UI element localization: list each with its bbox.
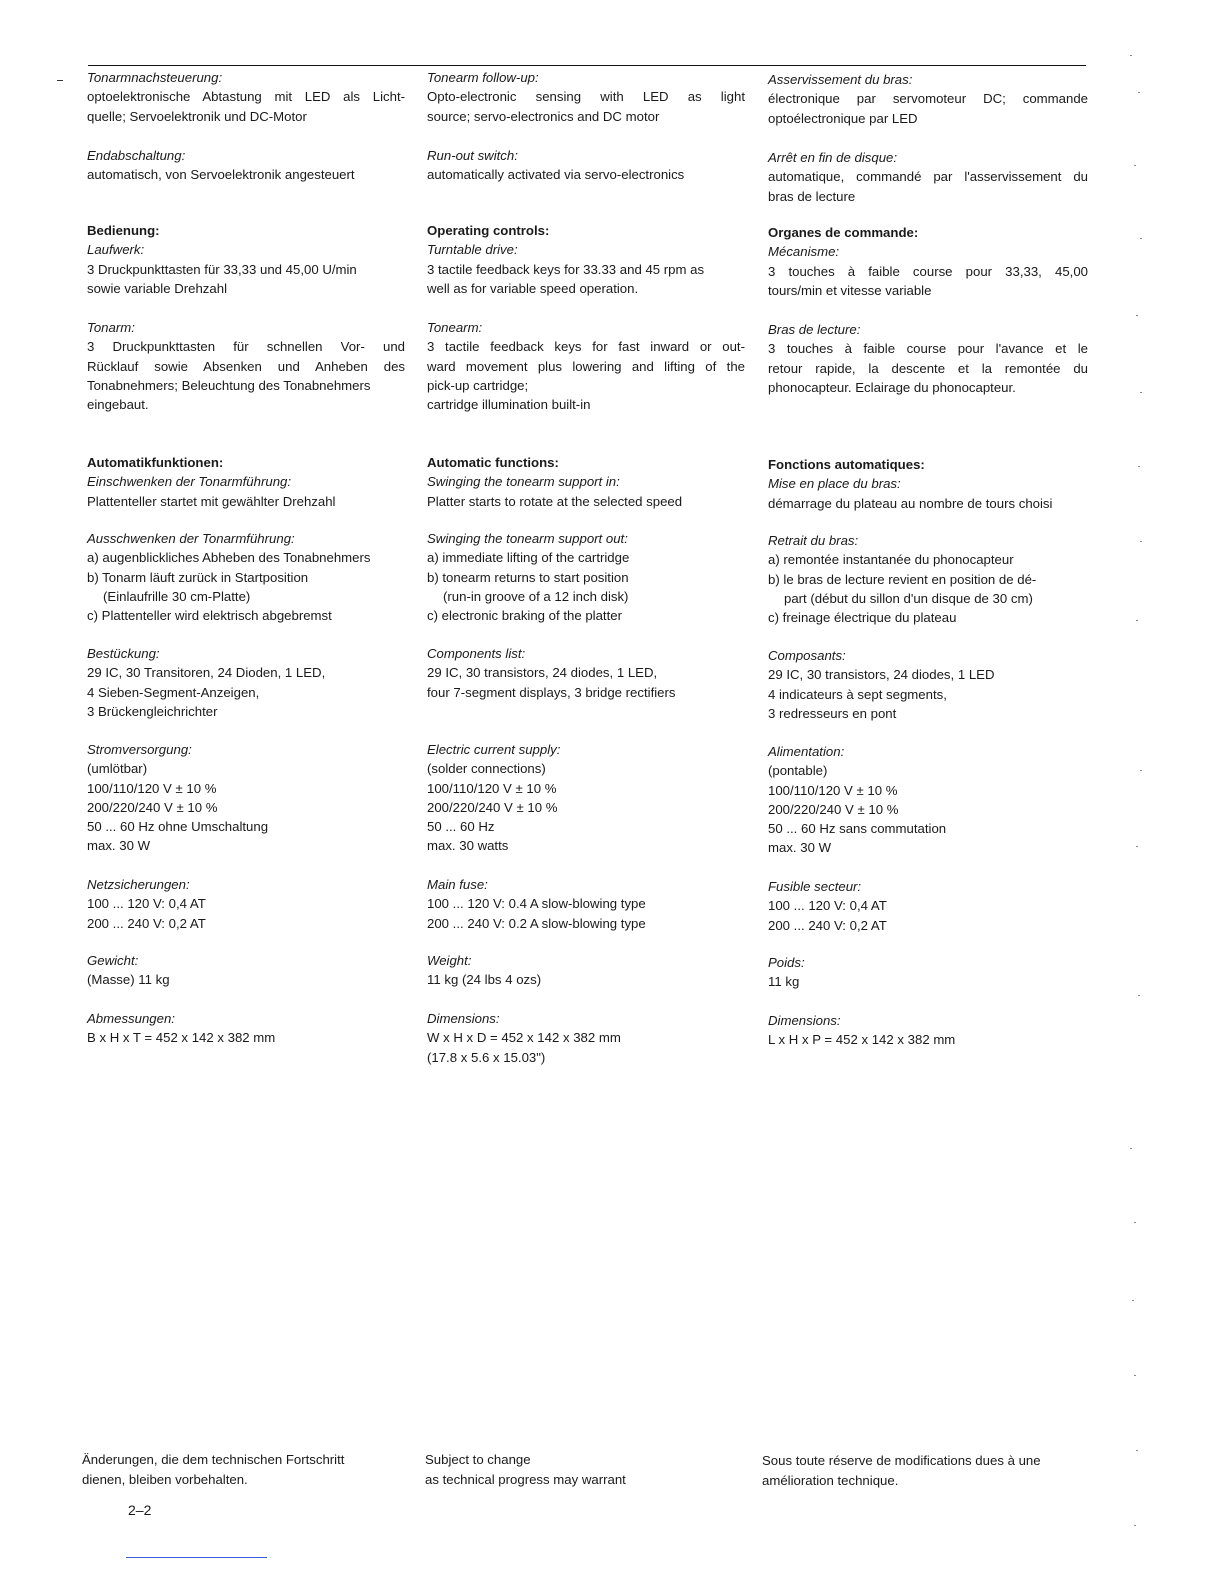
fr-text: bras de lecture: [768, 188, 856, 204]
de-heading: Ausschwenken der Tonarmführung:: [87, 531, 295, 546]
de-text: 100 ... 120 V: 0,4 AT: [87, 896, 206, 912]
en-text: (17.8 x 5.6 x 15.03"): [427, 1049, 546, 1065]
en-text: c) electronic braking of the platter: [427, 608, 622, 624]
en-text: four 7-segment displays, 3 bridge rectifiers: [427, 684, 676, 700]
fr-heading: Poids:: [768, 955, 805, 970]
scan-speck: [1136, 846, 1138, 847]
en-heading: Turntable drive:: [427, 242, 518, 258]
de-text: 100/110/120 V ± 10 %: [87, 780, 217, 796]
de-heading: Gewicht:: [87, 953, 139, 968]
en-text: 3 tactile feedback keys for 33.33 and 45 rpm as: [427, 261, 705, 277]
en-text: 200 ... 240 V: 0.2 A slow-blowing type: [427, 915, 646, 931]
en-heading: Swinging the tonearm support in:: [427, 474, 620, 490]
fr-section-arret: [768, 148, 1088, 206]
fr-text: 50 ... 60 Hz sans commutation: [768, 821, 947, 837]
de-text: 50 ... 60 Hz ohne Umschaltung: [87, 819, 269, 835]
scan-speck: [1134, 1222, 1136, 1223]
en-text: cartridge illumination built-in: [427, 397, 591, 413]
scan-speck: [1138, 995, 1140, 996]
de-text: automatisch, von Servoelektronik angesteuert: [87, 167, 355, 183]
en-text: Opto-electronic sensing with LED as light: [427, 89, 745, 105]
footer-text: amélioration technique.: [762, 1473, 899, 1488]
de-section-automatik: [87, 453, 405, 511]
fr-text: 3 touches à faible course pour l'avance et le: [768, 341, 1088, 357]
fr-text: b) le bras de lecture revient en position de dé-: [768, 571, 1037, 587]
footer-text: as technical progress may warrant: [425, 1472, 626, 1487]
de-section-tonarmnachsteuerung: [87, 68, 405, 126]
en-section-title: Operating controls:: [427, 223, 550, 238]
de-heading: Endabschaltung:: [87, 148, 186, 163]
en-heading: Electric current supply:: [427, 742, 561, 757]
de-text: optoelektronische Abtastung mit LED als Licht-: [87, 89, 405, 105]
en-section-dimensions: [427, 1009, 745, 1067]
en-text: 29 IC, 30 transistors, 24 diodes, 1 LED,: [427, 665, 658, 681]
de-heading: Bestückung:: [87, 646, 160, 661]
de-text: (Masse) 11 kg: [87, 972, 170, 988]
fr-text: 100/110/120 V ± 10 %: [768, 782, 898, 798]
de-text: B x H x T = 452 x 142 x 382 mm: [87, 1030, 276, 1046]
en-heading: Weight:: [427, 953, 472, 968]
de-heading: Tonarm:: [87, 320, 135, 335]
en-section-run-out-switch: [427, 146, 745, 185]
en-text: b) tonearm returns to start position: [427, 569, 629, 585]
scan-speck: [1138, 92, 1140, 93]
en-text: W x H x D = 452 x 142 x 382 mm: [427, 1030, 621, 1046]
footer-english: [425, 1450, 745, 1490]
footer-text: Sous toute réserve de modifications dues à une: [762, 1453, 1041, 1468]
en-text: (solder connections): [427, 761, 546, 777]
de-heading: Tonarmnachsteuerung:: [87, 70, 223, 85]
en-section-title: Automatic functions:: [427, 455, 559, 470]
footer-text: Subject to change: [425, 1452, 531, 1467]
en-text: (run-in groove of a 12 inch disk): [443, 588, 629, 604]
blue-underline: [126, 1557, 267, 1558]
fr-section-asservissement: [768, 70, 1088, 128]
footer-german: [82, 1450, 412, 1490]
en-section-weight: [427, 951, 745, 990]
de-heading: Einschwenken der Tonarmführung:: [87, 474, 292, 490]
en-heading: Run-out switch:: [427, 148, 518, 163]
de-text: Tonabnehmers; Beleuchtung des Tonabnehmers: [87, 377, 371, 393]
de-text: Rücklauf sowie Absenken und Anheben des: [87, 358, 405, 374]
fr-text: 100 ... 120 V: 0,4 AT: [768, 898, 887, 914]
en-text: 200/220/240 V ± 10 %: [427, 799, 558, 815]
fr-text: max. 30 W: [768, 840, 832, 856]
fr-text: retour rapide, la descente et la remontée du: [768, 360, 1088, 376]
fr-section-title: Organes de commande:: [768, 225, 919, 240]
scan-speck: [1136, 1450, 1138, 1451]
de-text: eingebaut.: [87, 397, 149, 413]
en-text: ward movement plus lowering and lifting of the: [427, 358, 745, 374]
scan-speck: [1132, 1300, 1134, 1301]
de-text: Plattenteller startet mit gewählter Drehzahl: [87, 493, 336, 509]
fr-section-retrait: [768, 531, 1088, 627]
fr-section-fusible: [768, 877, 1088, 935]
fr-text: 4 indicateurs à sept segments,: [768, 686, 947, 702]
fr-text: automatique, commandé par l'asservissement du: [768, 169, 1088, 185]
fr-heading: Alimentation:: [768, 744, 845, 759]
scan-speck: [1140, 392, 1142, 393]
fr-section-composants: [768, 646, 1088, 723]
en-text: max. 30 watts: [427, 838, 509, 854]
de-text: 3 Brückengleichrichter: [87, 703, 218, 719]
en-heading: Dimensions:: [427, 1011, 500, 1026]
fr-text: optoélectronique par LED: [768, 110, 918, 126]
fr-text: L x H x P = 452 x 142 x 382 mm: [768, 1032, 956, 1048]
footer-text: Änderungen, die dem technischen Fortschritt: [82, 1452, 345, 1467]
en-section-components-list: [427, 644, 745, 702]
en-heading: Tonearm follow-up:: [427, 70, 539, 85]
en-text: 100/110/120 V ± 10 %: [427, 780, 557, 796]
en-section-operating-controls: [427, 221, 745, 298]
de-heading: Laufwerk:: [87, 242, 145, 258]
de-text: 29 IC, 30 Transitoren, 24 Dioden, 1 LED,: [87, 665, 326, 681]
en-heading: Components list:: [427, 646, 526, 661]
fr-section-title: Fonctions automatiques:: [768, 457, 925, 472]
scan-speck: [1134, 1525, 1136, 1526]
de-section-tonarm: [87, 318, 405, 414]
fr-heading: Bras de lecture:: [768, 322, 861, 337]
fr-text: 11 kg: [768, 974, 800, 990]
en-heading: Tonearm:: [427, 320, 483, 335]
de-section-bedienung: [87, 221, 405, 298]
de-text: sowie variable Drehzahl: [87, 280, 228, 296]
fr-section-fonctions: [768, 455, 1088, 513]
en-text: well as for variable speed operation.: [427, 280, 639, 296]
fr-heading: Mécanisme:: [768, 244, 840, 260]
fr-text: 29 IC, 30 transistors, 24 diodes, 1 LED: [768, 667, 995, 683]
scan-speck: [1136, 315, 1138, 316]
de-text: 3 Druckpunkttasten für 33,33 und 45,00 U/min: [87, 261, 357, 277]
de-text: (umlötbar): [87, 761, 148, 777]
en-text: 50 ... 60 Hz: [427, 819, 495, 835]
fr-heading: Asservissement du bras:: [768, 72, 913, 87]
fr-text: démarrage du plateau au nombre de tours choisi: [768, 495, 1053, 511]
en-section-tonearm-follow-up: [427, 68, 745, 126]
footer-french: [762, 1451, 1092, 1491]
en-text: 11 kg (24 lbs 4 ozs): [427, 972, 542, 988]
en-section-tonearm: [427, 318, 745, 414]
footer-text: dienen, bleiben vorbehalten.: [82, 1472, 248, 1487]
en-heading: Main fuse:: [427, 877, 488, 892]
en-text: pick-up cartridge;: [427, 377, 529, 393]
en-text: a) immediate lifting of the cartridge: [427, 550, 630, 566]
de-section-title: Automatikfunktionen:: [87, 455, 224, 470]
en-section-automatic-functions: [427, 453, 745, 511]
fr-heading: Retrait du bras:: [768, 533, 859, 548]
de-text: b) Tonarm läuft zurück in Startposition: [87, 569, 309, 585]
fr-text: a) remontée instantanée du phonocapteur: [768, 552, 1014, 568]
de-section-netzsicherungen: [87, 875, 405, 933]
en-text: 100 ... 120 V: 0.4 A slow-blowing type: [427, 896, 646, 912]
fr-text: part (début du sillon d'un disque de 30 cm): [784, 590, 1033, 606]
de-text: 3 Druckpunkttasten für schnellen Vor- und: [87, 339, 405, 355]
en-text: source; servo-electronics and DC motor: [427, 108, 660, 124]
de-text: 200 ... 240 V: 0,2 AT: [87, 915, 206, 931]
fr-heading: Dimensions:: [768, 1013, 841, 1028]
de-text: 4 Sieben-Segment-Anzeigen,: [87, 684, 260, 700]
fr-text: c) freinage électrique du plateau: [768, 610, 957, 626]
scan-speck: [1134, 165, 1136, 166]
scan-speck: [1138, 466, 1140, 467]
de-text: a) augenblickliches Abheben des Tonabnehmers: [87, 550, 371, 566]
fr-section-poids: [768, 953, 1088, 992]
de-section-abmessungen: [87, 1009, 405, 1048]
page-number: 2–2: [128, 1502, 152, 1518]
fr-text: 3 redresseurs en pont: [768, 705, 897, 721]
de-heading: Abmessungen:: [87, 1011, 175, 1026]
fr-text: phonocapteur. Eclairage du phonocapteur.: [768, 379, 1016, 395]
fr-section-alimentation: [768, 742, 1088, 858]
scan-speck: [1140, 238, 1142, 239]
de-section-title: Bedienung:: [87, 223, 160, 238]
de-section-bestueckung: [87, 644, 405, 721]
fr-section-organes: [768, 223, 1088, 300]
de-text: c) Plattenteller wird elektrisch abgebremst: [87, 608, 332, 624]
fr-text: (pontable): [768, 763, 828, 779]
fr-text: 200/220/240 V ± 10 %: [768, 801, 899, 817]
fr-heading: Composants:: [768, 648, 846, 663]
de-heading: Stromversorgung:: [87, 742, 192, 757]
scan-speck: [1136, 620, 1138, 621]
en-heading: Swinging the tonearm support out:: [427, 531, 628, 546]
de-text: 200/220/240 V ± 10 %: [87, 799, 218, 815]
fr-section-dimensions: [768, 1011, 1088, 1050]
fr-text: 200 ... 240 V: 0,2 AT: [768, 917, 887, 933]
de-section-endabschaltung: [87, 146, 405, 185]
scan-speck: [1130, 55, 1132, 56]
scan-speck: [1140, 770, 1142, 771]
de-heading: Netzsicherungen:: [87, 877, 190, 892]
fr-text: 3 touches à faible course pour 33,33, 45,00: [768, 263, 1088, 279]
de-text: (Einlaufrille 30 cm-Platte): [103, 588, 251, 604]
en-text: Platter starts to rotate at the selected speed: [427, 493, 683, 509]
de-section-gewicht: [87, 951, 405, 990]
de-section-ausschwenken: [87, 529, 405, 625]
scan-speck: [1140, 541, 1142, 542]
fr-text: tours/min et vitesse variable: [768, 282, 932, 298]
de-text: max. 30 W: [87, 838, 151, 854]
en-text: 3 tactile feedback keys for fast inward or out-: [427, 339, 745, 355]
fr-heading: Arrêt en fin de disque:: [768, 150, 898, 165]
fr-section-bras: [768, 320, 1088, 397]
scan-speck: [1130, 1148, 1132, 1149]
en-section-main-fuse: [427, 875, 745, 933]
en-section-current-supply: [427, 740, 745, 856]
de-section-stromversorgung: [87, 740, 405, 856]
fr-heading: Fusible secteur:: [768, 879, 862, 894]
fr-heading: Mise en place du bras:: [768, 476, 901, 492]
en-section-swinging-out: [427, 529, 745, 625]
margin-dash: [57, 80, 63, 81]
en-text: automatically activated via servo-electronics: [427, 167, 685, 183]
scan-speck: [1134, 1375, 1136, 1376]
top-rule: [88, 65, 1086, 66]
de-text: quelle; Servoelektronik und DC-Motor: [87, 108, 307, 124]
fr-text: électronique par servomoteur DC; commande: [768, 91, 1088, 107]
